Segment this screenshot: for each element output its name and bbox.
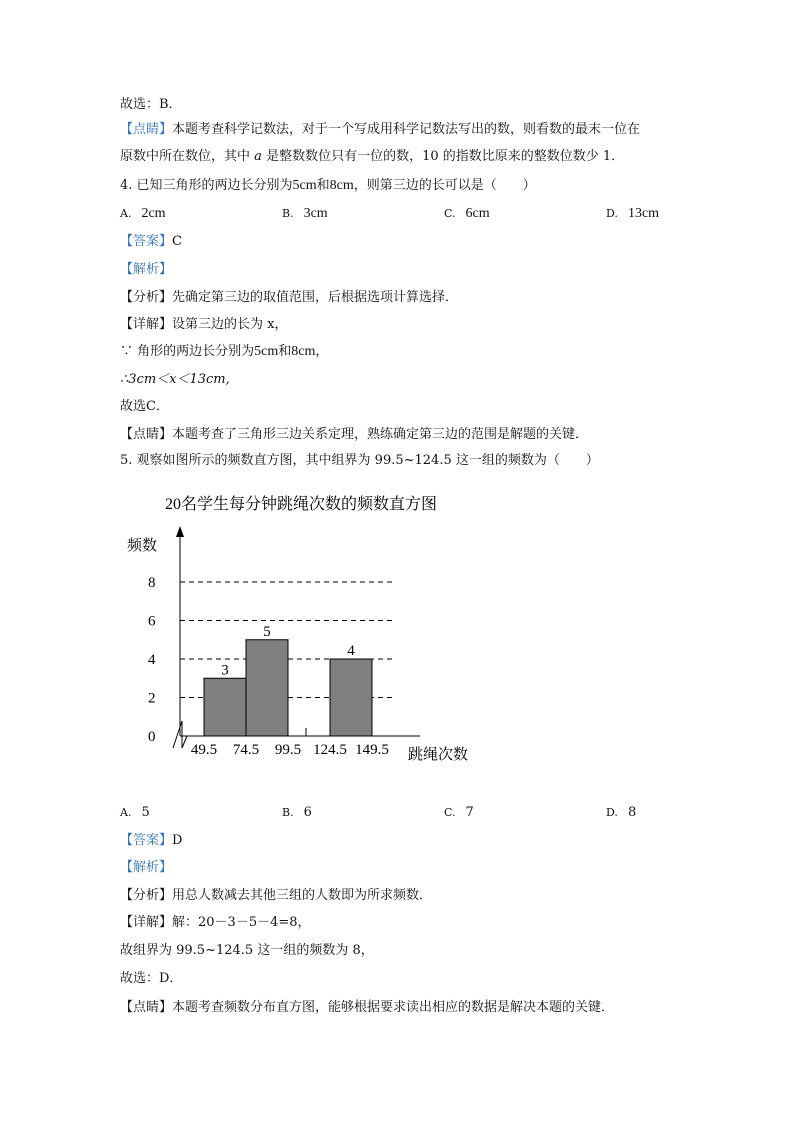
bar-value-label: 4 (347, 643, 355, 659)
text-choose-b: 故选：B． (120, 97, 182, 112)
text-dianjing-1-cont: 原数中所在数位，其中 a 是整数数位只有一位的数，10 的指数比原来的整数位数少 1． (120, 149, 625, 164)
question-4: 4. 已知三角形的两边长分别为5cm和8cm，则第三边的长可以是（ ） (120, 178, 536, 193)
analysis-5: 【分析】用总人数减去其他三组的人数即为所求频数． (120, 888, 433, 903)
q4-option-a: A. 2cm (120, 206, 166, 221)
bar-value-label: 5 (263, 623, 271, 640)
analysis-header-4: 【解析】 (120, 262, 173, 277)
x-axis-label: 跳绳次数 (408, 747, 469, 763)
bars (204, 624, 372, 736)
histogram-bar (204, 678, 246, 736)
chart-title: 20名学生每分钟跳绳次数的频数直方图 (165, 496, 438, 513)
x-tick-label: 74.5 (232, 742, 260, 758)
dianjing-5: 【点睛】本题考查频数分布直方图，能够根据要求读出相应的数据是解决本题的关键． (120, 1000, 615, 1015)
x-tick-label: 99.5 (274, 742, 302, 758)
analysis-header-5: 【解析】 (120, 860, 173, 875)
choose-4: 故选C． (120, 399, 169, 414)
tag-dianjing: 【点睛】 (120, 122, 173, 137)
y-tick-label: 8 (148, 575, 156, 591)
group-5: 故组界为 99.5~124.5 这一组的频数为 8， (120, 943, 374, 958)
histogram-chart (120, 486, 500, 776)
question-5: 5. 观察如图所示的频数直方图，其中组界为 99.5~124.5 这一组的频数为（ ） (120, 453, 599, 468)
histogram-bar (246, 640, 288, 736)
dianjing-4: 【点睛】本题考查了三角形三边关系定理，熟练确定第三边的范围是解题的关键． (120, 427, 589, 442)
bar-value-label: 3 (221, 662, 229, 679)
choose-5: 故选：D． (120, 971, 183, 986)
detail-4: 【详解】设第三边的长为 x， (120, 317, 288, 332)
y-axis-arrow (176, 526, 184, 537)
answer-5: 【答案】D (120, 833, 183, 848)
q4-option-c: C. 6cm (444, 206, 490, 221)
q4-option-d: D. 13cm (606, 206, 660, 221)
x-ticks (191, 742, 389, 758)
q5-option-d: D. 8 (606, 805, 637, 820)
y-ticks (148, 575, 156, 745)
text-dianjing-1: 【点睛】本题考查科学记数法，对于一个写成用科学记数法写出的数，则看数的最末一位在 (120, 122, 641, 137)
q5-option-c: C. 7 (444, 805, 474, 820)
q4-option-b: B. 3cm (282, 206, 328, 221)
because-4: ∵ 角形的两边长分别为5cm和8cm， (120, 344, 329, 359)
y-axis-label: 频数 (127, 538, 158, 554)
q5-option-a: A. 5 (120, 805, 150, 820)
x-tick-label: 49.5 (190, 742, 218, 758)
y-tick-label: 6 (148, 613, 156, 630)
therefore-4: ∴3cm＜x＜13cm, (120, 372, 230, 387)
y-tick-label: 2 (148, 690, 156, 707)
x-tick-label: 149.5 (355, 742, 389, 758)
detail-5: 【详解】解：20－3－5－4=8， (120, 915, 311, 930)
q5-option-b: B. 6 (282, 805, 312, 820)
y-tick-label: 4 (148, 652, 156, 668)
y-tick-label: 0 (148, 729, 156, 745)
x-tick-label: 124.5 (313, 742, 347, 758)
answer-4: 【答案】C (120, 234, 182, 249)
histogram-bar (330, 659, 372, 736)
analysis-4: 【分析】先确定第三边的取值范围，后根据选项计算选择． (120, 290, 459, 305)
